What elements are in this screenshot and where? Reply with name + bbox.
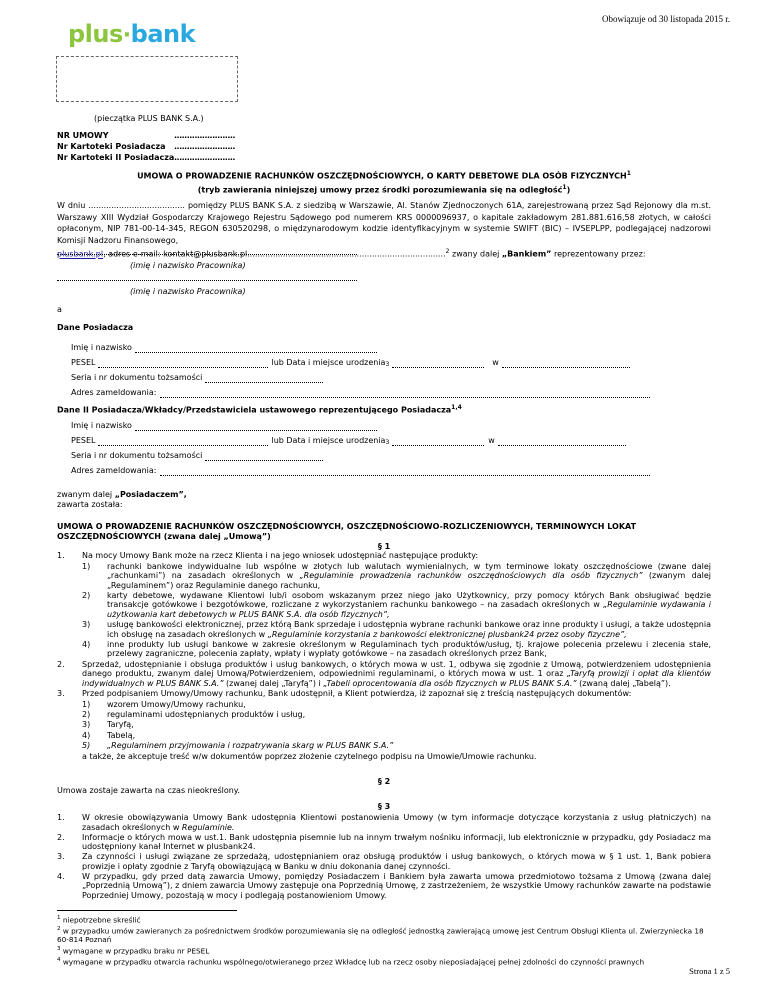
- s3-p3-num: 3.: [57, 852, 65, 862]
- s1-p2-b: „Taryfą prowizji i opłat dla klientów indywidualnych w PLUS BANK S.A.”: [82, 669, 711, 688]
- footnote-1: niepotrzebne skreślić: [60, 915, 141, 925]
- employee-line-2[interactable]: [57, 280, 357, 281]
- s3-p2-num: 2.: [57, 832, 65, 842]
- s1-d5-text: „Regulaminem przyjmowania i rozpatrywania skarg w PLUS BANK S.A.”: [107, 741, 394, 751]
- s1-p2-num: 2.: [57, 659, 65, 669]
- logo-bank-text: bank: [130, 20, 196, 48]
- called-pre: zwanym dalej: [57, 490, 115, 499]
- nr-kartoteki-ii-value[interactable]: ........................: [174, 153, 235, 162]
- s1-i2-num: 2): [82, 591, 91, 601]
- holder1-pesel-label: PESEL: [71, 358, 96, 368]
- nr-kartoteki-ii-label: Nr Kartoteki II Posiadacza: [57, 153, 175, 162]
- s1-p1-text: Na mocy Umowy Bank może na rzecz Klienta i na jego wniosek udostępniać następujące produkty:: [82, 551, 479, 561]
- title-sup2: 1: [562, 183, 567, 191]
- holder1-pesel-field[interactable]: [98, 359, 268, 368]
- holder2-birth-label: lub Data i miejsce urodzenia: [271, 436, 386, 446]
- footnote-3: wymagane w przypadku braku nr PESEL: [60, 946, 210, 956]
- s1-d1-text: wzorem Umowy/Umowy rachunku,: [107, 699, 246, 709]
- s1-i4-a: inne produkty lub usługi bankowe w zakresie określonym w Regulaminach tych produktów/usług, tj. krajowe polecenia przelewu i zlecenia stałe, przelewy zagraniczne, polecenia zapłaty, wpłaty i wypłaty gotówkowe – na zasadach określonych przez Bank,: [107, 640, 711, 659]
- section-2-heading: § 2: [377, 777, 391, 786]
- holder1-birth-label: lub Data i miejsce urodzenia: [271, 358, 386, 368]
- logo-plus-text: plus: [68, 20, 123, 48]
- holder2-pesel-field[interactable]: [98, 437, 268, 446]
- s1-d2-text: regulaminami udostępnianych produktów i usług,: [107, 709, 306, 719]
- s1-i3-a: usługę bankowości elektronicznej, przez którą Bank sprzedaje i udostępnia wybrane rachunki bankowe oraz inne produkty i usługi, a także udostępnia ich obsługę na zasadach określonych w: [107, 620, 711, 639]
- holder1-heading: Dane Posiadacza: [57, 323, 134, 332]
- s1-d3-num: 3): [82, 720, 91, 730]
- s1-d4-text: Tabelą,: [107, 730, 136, 740]
- nr-umowy-value[interactable]: ........................: [174, 131, 235, 140]
- holder1-name-field[interactable]: [135, 344, 377, 353]
- stamp-box: [56, 56, 238, 102]
- s3-p3-text: Za czynności i usługi związane ze sprzedażą, udostępnianiem oraz obsługą produktów i usług bankowych, o których mowa w § 1 ust. 1, Bank pobiera prowizje i opłaty zgodnie z Taryfą obowiązującą w Banku w dniu dokonania danej czynności.: [82, 852, 711, 871]
- s1-p2-d: „Tabeli oprocentowania dla osób fizycznych w PLUS BANK S.A.”: [323, 678, 577, 688]
- section-1-heading: § 1: [377, 542, 391, 551]
- employee-caption-2: (imię i nazwisko Pracownika): [130, 287, 246, 296]
- title-line2-end: ): [566, 185, 571, 195]
- holder1-birth-field[interactable]: [392, 359, 484, 368]
- plus-bank-logo: [68, 20, 195, 50]
- s3-p4-num: 4.: [57, 872, 65, 882]
- footnote-4: wymagane w przypadku otwarcia rachunku wspólnego/otwieranego przez Wkładcę lub na rzecz osoby nieposiadającej pełnej zdolności do czynności prawnych: [60, 957, 645, 967]
- holder2-address-field[interactable]: [160, 467, 650, 476]
- s1-p3-num: 3.: [57, 689, 65, 699]
- holder1-block: [57, 338, 711, 398]
- section-1: [57, 542, 711, 761]
- holder2-name-field[interactable]: [135, 422, 377, 431]
- s1-p2-a: Sprzedaż, udostępnianie i obsługa produktów i usług bankowych, o których mowa w ust. 1, odbywa się zgodnie z Umową, potwierdzeniem udostępnienia danego produktu, zwanym dalej Umową/Potwierdzeniem, odpowiednimi regulaminami, o których mowa w ust. 1 oraz: [82, 659, 711, 679]
- holder1-w-label: w: [492, 358, 499, 368]
- holder2-heading: [57, 404, 462, 415]
- footnote-4-sup: 4: [57, 956, 61, 963]
- holder1-id-label: Seria i nr dokumentu tożsamości: [71, 373, 203, 383]
- intro-end: zwany dalej: [449, 249, 502, 259]
- footnote-3-sup: 3: [57, 945, 61, 952]
- employee-caption-1: (imię i nazwisko Pracownika): [130, 261, 246, 270]
- footnote-2-sup: 2: [57, 926, 61, 933]
- s3-p1-b: Regulaminie.: [181, 822, 235, 832]
- holder2-birth-field[interactable]: [392, 437, 484, 446]
- s1-i1-c: (zwanym dalej „Regulaminem”) oraz Regulaminie danego rachunku,: [107, 571, 712, 590]
- document-title: [0, 168, 768, 195]
- intro-sup: 2: [445, 248, 450, 255]
- bankiem-term: „Bankiem”: [501, 249, 552, 259]
- s1-d1-num: 1): [82, 699, 91, 709]
- concluded-text: zawarta została:: [57, 500, 123, 509]
- s3-p1-num: 1.: [57, 813, 65, 823]
- title-line2: (tryb zawierania niniejszej umowy przez środki porozumiewania się na odległość: [197, 185, 563, 195]
- title-line1: UMOWA O PROWADZENIE RACHUNKÓW OSZCZĘDNOŚCIOWYCH, O KARTY DEBETOWE DLA OSÓB FIZYCZNYCH: [137, 171, 627, 181]
- footnote-separator: [57, 910, 237, 911]
- effective-date-note: Obowiązuje od 30 listopada 2015 r.: [602, 14, 730, 24]
- s3-p1-a: W okresie obowiązywania Umowy Bank udostępnia Klientowi postanowienia Umowy (w tym informacje dotyczące korzystania z usług płatniczych) na zasadach określonych w: [82, 813, 711, 832]
- logo-dot: ·: [122, 23, 131, 48]
- footnotes: [57, 914, 711, 967]
- holder2-id-field[interactable]: [205, 452, 323, 461]
- s1-p2-c: (zwanej dalej „Taryfą”) i: [223, 678, 324, 688]
- holder1-birth-sup: 3: [385, 360, 390, 368]
- s3-p2-text: Informacje o których mowa w ust.1. Bank udostępnia pisemnie lub na innym trwałym nośniku informacji, lub elektronicznie w przypadku, gdy Posiadacz ma udostępniony kanał Internet w plusbank24.: [82, 832, 711, 852]
- holder2-birth-sup: 3: [385, 438, 390, 446]
- holder1-name-label: Imię i nazwisko: [71, 343, 132, 353]
- holder2-heading-text: Dane II Posiadacza/Wkładcy/Przedstawiciela ustawowego reprezentującego Posiadacza: [57, 405, 452, 415]
- s3-p4-text: W przypadku, gdy przed datą zawarcia Umowy, pomiędzy Posiadaczem i Bankiem była zawarta umowa przedmiotowo tożsama z Umową (zwana dalej „Poprzednią Umową”), z dniem zawarcia Umowy zastępuje ona Poprzednią Umowę, z zastrzeżeniem, że wszystkie Umowy rachunków zawarte na podstawie Poprzedniej Umowy, pozostają w mocy i podlegają postanowieniom Umowy.: [82, 872, 711, 900]
- and-word: a: [57, 305, 62, 314]
- holder1-id-field[interactable]: [205, 374, 323, 383]
- section-2-text: Umowa zostaje zawarta na czas nieokreślony.: [57, 786, 240, 795]
- s1-d5-num: 5): [82, 741, 91, 751]
- posiadacz-term: „Posiadaczem”,: [114, 490, 187, 499]
- s1-i1-num: 1): [82, 561, 91, 571]
- contract-title: UMOWA O PROWADZENIE RACHUNKÓW OSZCZĘDNOŚCIOWYCH, OSZCZĘDNOŚCIOWO-ROZLICZENIOWYCH, TERMINOWYCH LOKAT OSZCZĘDNOŚCIOWYCH (zwana dalej „Umową”): [57, 522, 637, 541]
- page-number: Strona 1 z 5: [689, 966, 730, 976]
- s1-i1-b: „Regulaminie prowadzenia rachunków oszczędnościowych dla osób fizycznych”: [299, 571, 643, 581]
- holder2-name-label: Imię i nazwisko: [71, 421, 132, 431]
- employee-line-1[interactable]: [57, 254, 357, 255]
- plusbank-link[interactable]: plusbank.pl: [57, 249, 104, 259]
- s1-p2-e: (zwaną dalej „Tabelą”).: [576, 678, 671, 688]
- holder2-block: [57, 416, 711, 476]
- holder2-id-label: Seria i nr dokumentu tożsamości: [71, 451, 203, 461]
- s1-i1-a: rachunki bankowe indywidualne lub wspólne w złotych lub walutach wymienialnych, w tym terminowe lokaty oszczędnościowe (zwane dalej „rachunkami”) na zasadach określonych w: [107, 561, 711, 581]
- s1-d4-num: 4): [82, 730, 91, 740]
- holder1-address-field[interactable]: [160, 389, 650, 398]
- holder2-pesel-label: PESEL: [71, 436, 96, 446]
- footnote-1-sup: 1: [57, 915, 61, 921]
- holder2-heading-sup: 1,4: [451, 404, 462, 411]
- holder2-w-label: w: [488, 436, 495, 446]
- holder1-place-field[interactable]: [502, 359, 630, 368]
- holder1-address-label: Adres zameldowania:: [71, 388, 157, 398]
- s1-p1-num: 1.: [57, 551, 65, 561]
- nr-umowy-label: NR UMOWY: [57, 131, 109, 140]
- intro-paragraph: [57, 200, 711, 260]
- intro-final: reprezentowany przez:: [551, 249, 646, 259]
- s1-d3-text: Taryfą,: [107, 720, 134, 730]
- s1-i3-b: „Regulaminie korzystania z bankowości elektronicznej plusbank24 przez osoby fizyczne”,: [267, 629, 627, 639]
- s1-i4-num: 4): [82, 640, 91, 650]
- ids-labels: [57, 130, 174, 163]
- nr-kartoteki-label: Nr Kartoteki Posiadacza: [57, 142, 166, 151]
- holder2-place-field[interactable]: [498, 437, 626, 446]
- intro-email: , adres e-mail: kontakt@plusbank.pl..............................................................................: [103, 249, 446, 259]
- section-3-heading: § 3: [377, 802, 391, 811]
- s1-i2-a: karty debetowe, wydawane Klientowi lub/i osobom wskazanym przez niego jako Użytkownicy, przy pomocy których Bank obsługiwać będzie transakcje gotówkowe i bezgotówkowe, rozliczane z wykorzystaniem rachunku bankowego – na zasadach określonych w: [107, 591, 711, 610]
- title-sup1: 1: [626, 170, 631, 177]
- holder2-address-label: Adres zameldowania:: [71, 466, 157, 476]
- footnote-2: w przypadku umów zawieranych za pośrednictwem środków porozumiewania się na odległość jednostką zawierającą umowę jest Centrum Obsługi Klienta ul. Zwierzyniecka 18 60-814 Poznań: [57, 926, 704, 945]
- nr-kartoteki-value[interactable]: ........................: [174, 142, 235, 151]
- called-block: [57, 490, 187, 510]
- s1-i2-b: „Regulaminie wydawania i użytkowania kart debetowych w PLUS BANK S.A. dla osób fizycznych”,: [107, 600, 711, 619]
- section-3: [57, 802, 711, 901]
- s1-i3-num: 3): [82, 620, 91, 630]
- stamp-caption: (pieczątka PLUS BANK S.A.): [94, 114, 204, 123]
- s1-d2-num: 2): [82, 709, 91, 719]
- s1-accept-text: a także, że akceptuje treść w/w dokumentów poprzez złożenie czytelnego podpisu na Umowie/Umowie rachunku.: [82, 751, 537, 761]
- ids-values: [174, 130, 235, 163]
- intro-text: W dniu ...................................... pomiędzy PLUS BANK S.A. z siedzibą w Warszawie, Al. Stanów Zjednoczonych 61A, zarejestrowaną przez Sąd Rejonowy dla m.st. Warszawy XIII Wydział Gospodarczy Krajowego Rejestru Sądowego pod numerem KRS 0000096937, o kapitale zakładowym 281.881.616,58 złotych, w całości opłaconym, NIP 781-00-14-345, REGON 630520298, o międzynarodowym kodzie identyfikacyjnym w systemie SWIFT (BIC) – IVSEPLPP, podlegającej nadzorowi Komisji Nadzoru Finansowego,: [57, 201, 711, 245]
- s1-p3-text: Przed podpisaniem Umowy/Umowy rachunku, Bank udostępnił, a Klient potwierdza, iż zapoznał się z treścią następujących dokumentów:: [82, 689, 632, 699]
